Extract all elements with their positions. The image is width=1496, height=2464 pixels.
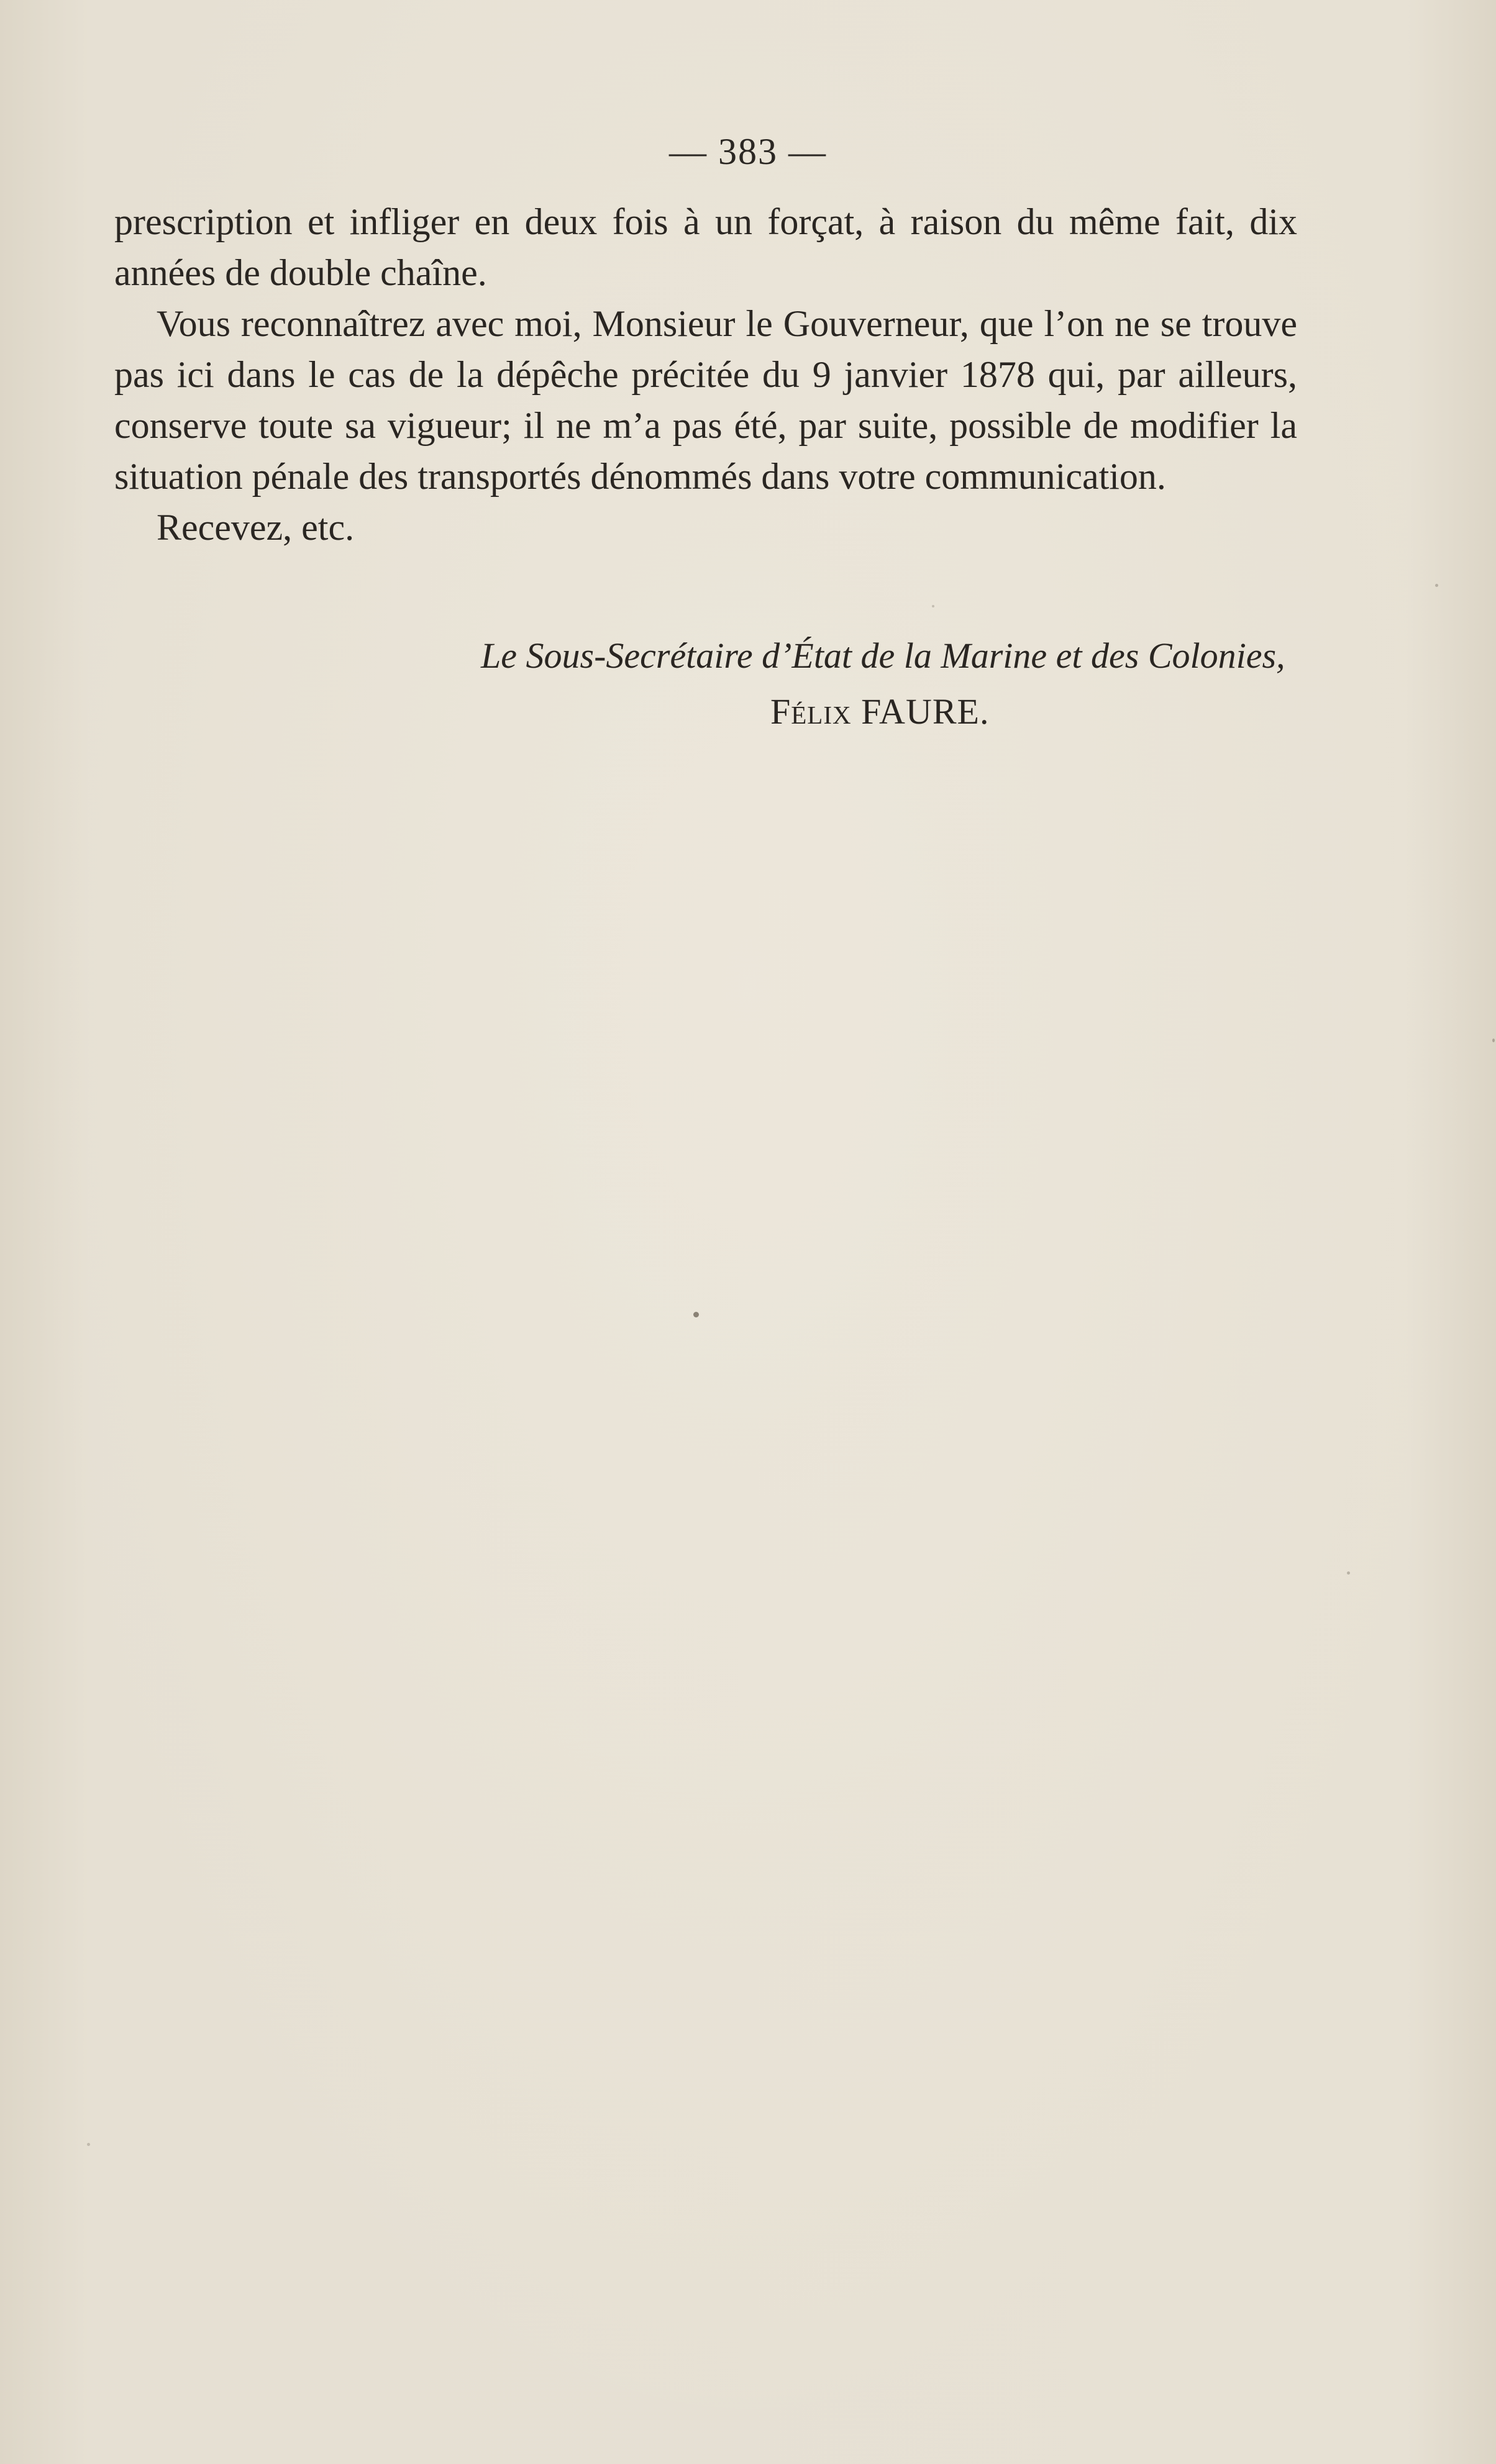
paper-speck — [693, 1312, 699, 1317]
paper-speck — [1492, 1039, 1495, 1042]
paper-speck — [87, 2143, 90, 2146]
paper-speck — [932, 605, 934, 607]
page-number: — 383 — — [669, 131, 827, 172]
paper-speck — [1435, 584, 1438, 587]
paragraph-2: Vous reconnaîtrez avec moi, Monsieur le Gouverneur, que l’on ne se trouve pas ici dans le cas de la dépêche précitée du 9 janvier 1878 qui, par ailleurs, conserve toute sa vigueur; il ne m’a pas été, par suite, possible de modifier la situation pénale des transportés dénommés dans votre communication. — [114, 303, 1297, 497]
body-text — [114, 196, 1297, 553]
signatory-title: Le Sous-Secrétaire d’État de la Marine et des Colonies, — [481, 635, 1285, 676]
paragraph-1: prescription et infliger en deux fois à un forçat, à raison du même fait, dix années de double chaîne. — [114, 201, 1297, 293]
signatory-name: Félix FAURE. — [770, 691, 990, 732]
paper-speck — [1347, 1571, 1350, 1575]
paragraph-3: Recevez, etc. — [157, 507, 355, 548]
